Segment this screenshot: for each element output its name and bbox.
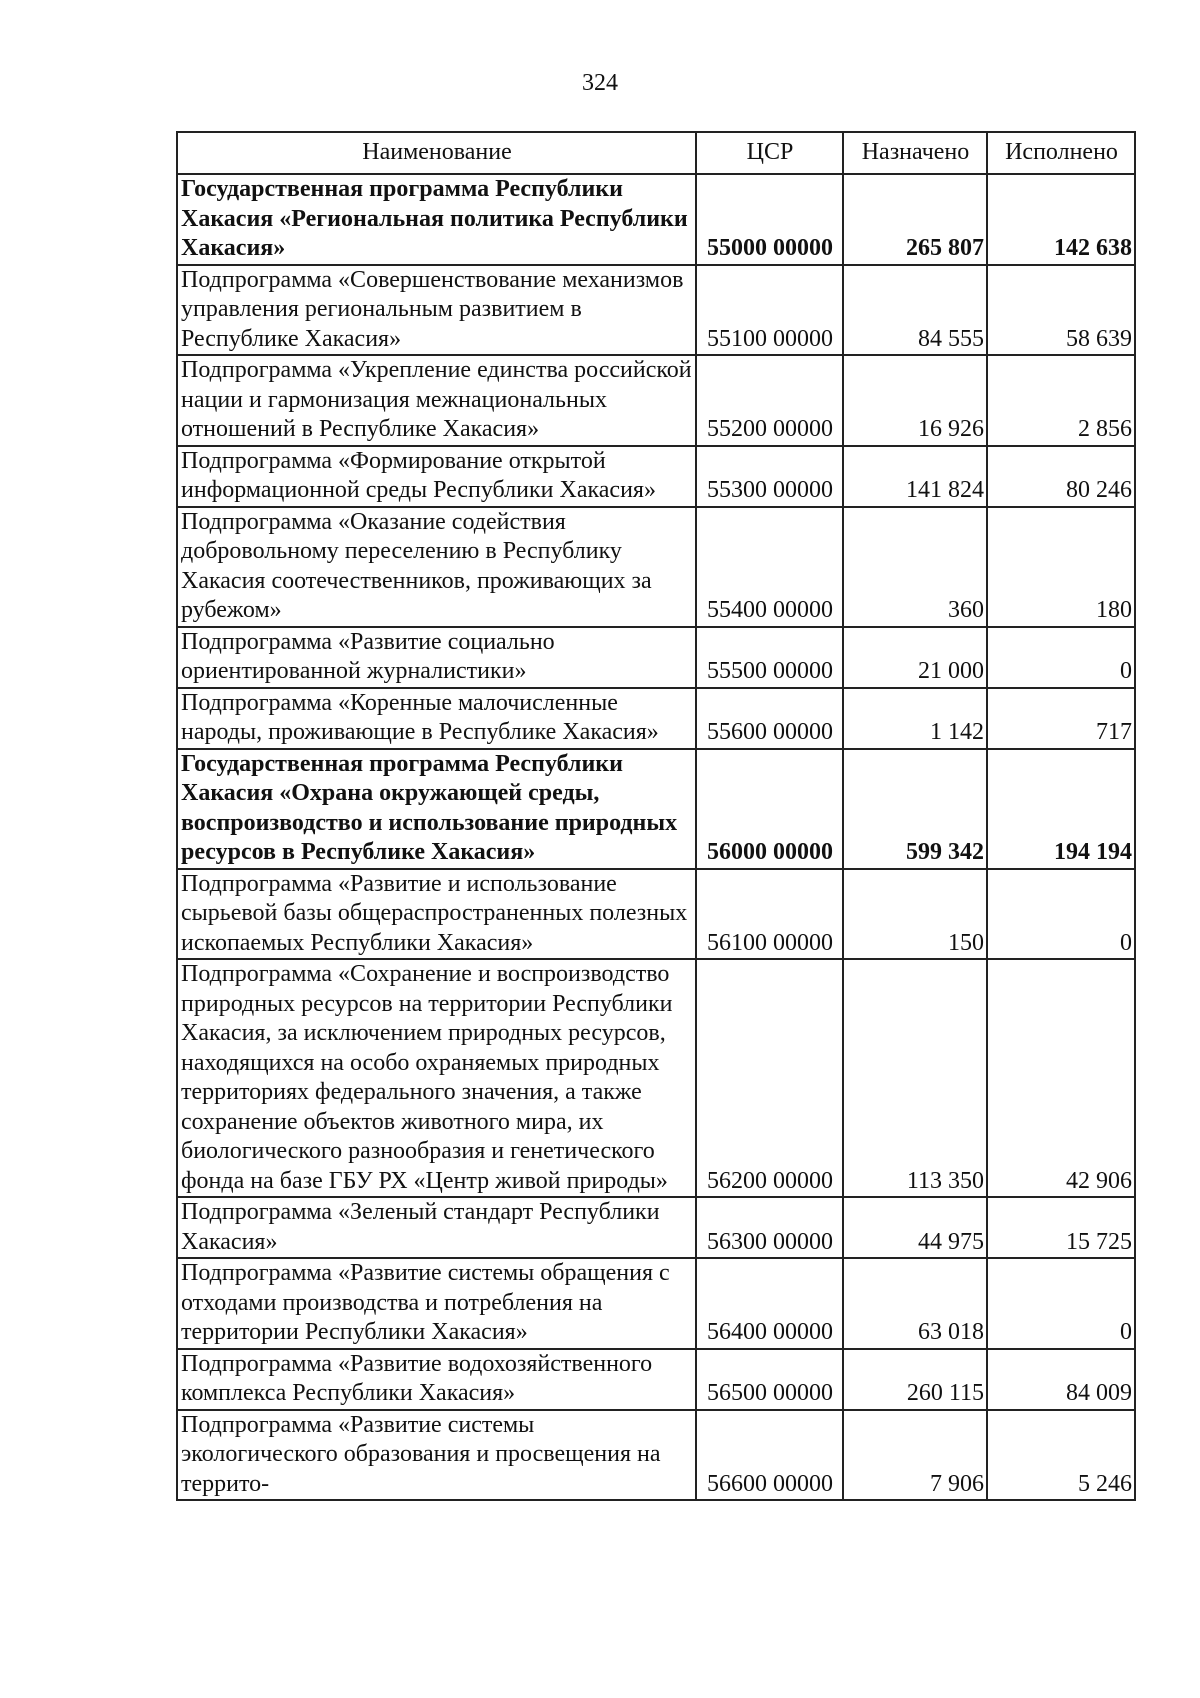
executed-amount-cell: 194 194 xyxy=(987,749,1135,869)
program-code-cell: 56200 00000 xyxy=(696,959,843,1197)
executed-amount-cell: 15 725 xyxy=(987,1197,1135,1258)
program-code-cell: 56100 00000 xyxy=(696,869,843,960)
program-name-cell: Государственная программа Республики Хакасия «Региональная политика Республики Хакасия» xyxy=(177,174,696,265)
planned-amount-cell: 360 xyxy=(843,507,987,627)
table-row xyxy=(177,446,1135,507)
planned-amount-cell: 63 018 xyxy=(843,1258,987,1349)
program-code-cell: 56000 00000 xyxy=(696,749,843,869)
program-name-cell: Подпрограмма «Формирование открытой информационной среды Республики Хакасия» xyxy=(177,446,696,507)
planned-amount-cell: 150 xyxy=(843,869,987,960)
table-row xyxy=(177,1197,1135,1258)
program-code-cell: 56400 00000 xyxy=(696,1258,843,1349)
program-code-cell: 56500 00000 xyxy=(696,1349,843,1410)
header-planned: Назначено xyxy=(843,132,987,174)
program-code-cell: 55600 00000 xyxy=(696,688,843,749)
executed-amount-cell: 80 246 xyxy=(987,446,1135,507)
planned-amount-cell: 141 824 xyxy=(843,446,987,507)
program-code-cell: 55000 00000 xyxy=(696,174,843,265)
table-row xyxy=(177,627,1135,688)
table-row xyxy=(177,749,1135,869)
executed-amount-cell: 180 xyxy=(987,507,1135,627)
program-name-cell: Подпрограмма «Развитие социально ориентированной журналистики» xyxy=(177,627,696,688)
table-row xyxy=(177,265,1135,356)
executed-amount-cell: 2 856 xyxy=(987,355,1135,446)
program-name-cell: Подпрограмма «Развитие и использование сырьевой базы общераспространенных полезных ископаемых Республики Хакасия» xyxy=(177,869,696,960)
program-code-cell: 55300 00000 xyxy=(696,446,843,507)
page-number: 324 xyxy=(582,70,618,96)
program-code-cell: 55200 00000 xyxy=(696,355,843,446)
header-code: ЦСР xyxy=(696,132,843,174)
planned-amount-cell: 21 000 xyxy=(843,627,987,688)
planned-amount-cell: 44 975 xyxy=(843,1197,987,1258)
executed-amount-cell: 0 xyxy=(987,627,1135,688)
table-row xyxy=(177,1349,1135,1410)
program-code-cell: 56300 00000 xyxy=(696,1197,843,1258)
table-row xyxy=(177,174,1135,265)
executed-amount-cell: 5 246 xyxy=(987,1410,1135,1501)
program-code-cell: 55100 00000 xyxy=(696,265,843,356)
program-code-cell: 55500 00000 xyxy=(696,627,843,688)
executed-amount-cell: 0 xyxy=(987,1258,1135,1349)
table-row xyxy=(177,355,1135,446)
table-row xyxy=(177,869,1135,960)
program-name-cell: Подпрограмма «Совершенствование механизмов управления региональным развитием в Республике Хакасия» xyxy=(177,265,696,356)
table-row xyxy=(177,688,1135,749)
program-name-cell: Государственная программа Республики Хакасия «Охрана окружающей среды, воспроизводство и использование природных ресурсов в Республике Хакасия» xyxy=(177,749,696,869)
executed-amount-cell: 84 009 xyxy=(987,1349,1135,1410)
program-name-cell: Подпрограмма «Зеленый стандарт Республики Хакасия» xyxy=(177,1197,696,1258)
table-header-row xyxy=(177,132,1135,174)
table-row xyxy=(177,507,1135,627)
table-row xyxy=(177,1410,1135,1501)
header-executed: Исполнено xyxy=(987,132,1135,174)
table-row xyxy=(177,959,1135,1197)
planned-amount-cell: 599 342 xyxy=(843,749,987,869)
program-name-cell: Подпрограмма «Развитие водохозяйственного комплекса Республики Хакасия» xyxy=(177,1349,696,1410)
planned-amount-cell: 16 926 xyxy=(843,355,987,446)
program-name-cell: Подпрограмма «Сохранение и воспроизводство природных ресурсов на территории Республики Хакасия, за исключением природных ресурсов, находящихся на особо охраняемых природных территориях федерального значения, а также сохранение объектов животного мира, их биологического разнообразия и генетического фонда на базе ГБУ РХ «Центр живой природы» xyxy=(177,959,696,1197)
header-name: Наименование xyxy=(177,132,696,174)
planned-amount-cell: 84 555 xyxy=(843,265,987,356)
program-name-cell: Подпрограмма «Развитие системы обращения с отходами производства и потребления на территории Республики Хакасия» xyxy=(177,1258,696,1349)
program-name-cell: Подпрограмма «Коренные малочисленные народы, проживающие в Республике Хакасия» xyxy=(177,688,696,749)
budget-table xyxy=(176,131,1136,1501)
planned-amount-cell: 260 115 xyxy=(843,1349,987,1410)
executed-amount-cell: 42 906 xyxy=(987,959,1135,1197)
planned-amount-cell: 7 906 xyxy=(843,1410,987,1501)
planned-amount-cell: 1 142 xyxy=(843,688,987,749)
program-name-cell: Подпрограмма «Оказание содействия добровольному переселению в Республику Хакасия соотечественников, проживающих за рубежом» xyxy=(177,507,696,627)
planned-amount-cell: 265 807 xyxy=(843,174,987,265)
executed-amount-cell: 717 xyxy=(987,688,1135,749)
program-code-cell: 55400 00000 xyxy=(696,507,843,627)
executed-amount-cell: 0 xyxy=(987,869,1135,960)
executed-amount-cell: 58 639 xyxy=(987,265,1135,356)
table-row xyxy=(177,1258,1135,1349)
planned-amount-cell: 113 350 xyxy=(843,959,987,1197)
program-code-cell: 56600 00000 xyxy=(696,1410,843,1501)
program-name-cell: Подпрограмма «Развитие системы экологического образования и просвещения на террито- xyxy=(177,1410,696,1501)
program-name-cell: Подпрограмма «Укрепление единства российской нации и гармонизация межнациональных отношений в Республике Хакасия» xyxy=(177,355,696,446)
executed-amount-cell: 142 638 xyxy=(987,174,1135,265)
